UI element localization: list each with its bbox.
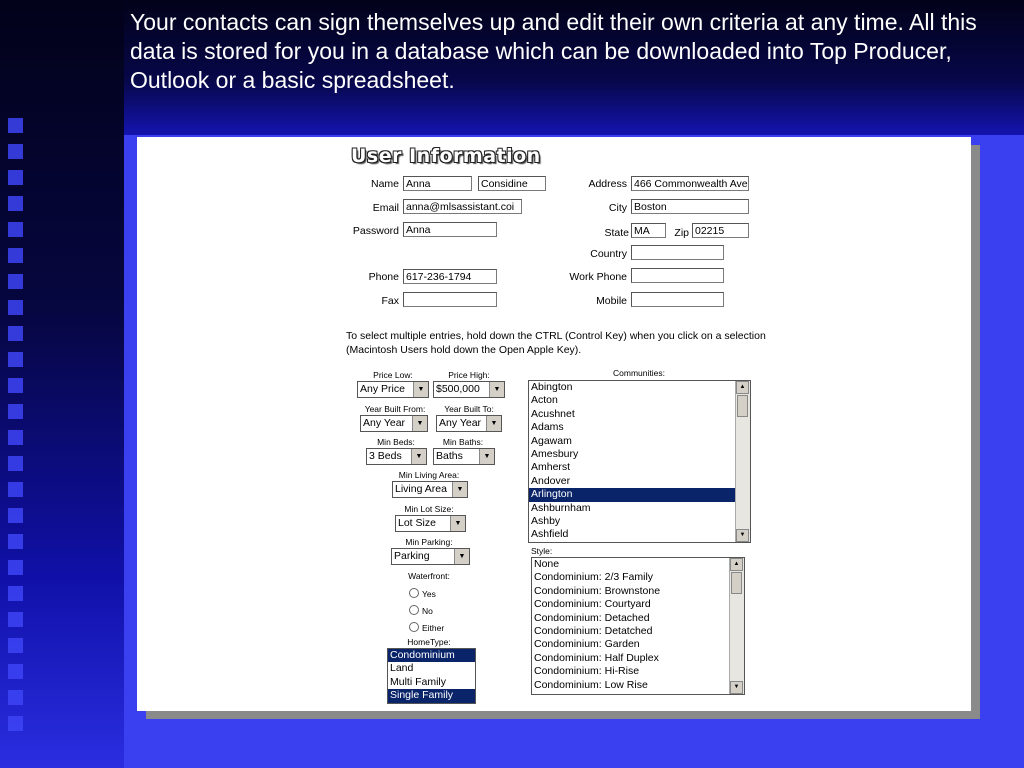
waterfront-no-radio[interactable]: No (409, 605, 433, 616)
list-item[interactable]: Andover (531, 474, 571, 487)
scroll-down-icon[interactable]: ▼ (730, 681, 743, 694)
list-item[interactable]: Ashburnham (531, 501, 591, 514)
chevron-down-icon: ▼ (411, 449, 426, 464)
waterfront-yes-radio[interactable]: Yes (409, 588, 436, 599)
email-label: Email (372, 202, 399, 214)
multi-select-note: To select multiple entries, hold down the CTRL (Control Key) when you click on a selection (Macintosh Users hold down the Open Apple Key). (346, 330, 766, 356)
chevron-down-icon: ▼ (479, 449, 494, 464)
work-phone-input[interactable] (631, 268, 724, 283)
hometype-label: HomeType: (407, 637, 451, 647)
scroll-up-icon[interactable]: ▲ (736, 381, 749, 394)
name-label: Name (370, 178, 399, 190)
chevron-down-icon: ▼ (486, 416, 501, 431)
lot-size-label: Min Lot Size: (404, 504, 454, 514)
list-item[interactable]: Condominium: Garden (534, 638, 640, 651)
list-item[interactable]: Agawam (531, 434, 572, 447)
mobile-input[interactable] (631, 292, 724, 307)
password-input[interactable]: Anna (403, 222, 497, 237)
style-label: Style: (531, 546, 553, 556)
year-to-label: Year Built To: (444, 404, 494, 414)
mobile-label: Mobile (596, 295, 627, 307)
living-area-select[interactable]: Living Area ▼ (392, 481, 468, 498)
hometype-listbox[interactable] (387, 648, 476, 704)
list-item[interactable]: Amesbury (531, 447, 579, 460)
min-beds-label: Min Beds: (377, 437, 415, 447)
chevron-down-icon: ▼ (452, 482, 467, 497)
list-item[interactable]: Ashfield (531, 528, 569, 541)
work-phone-label: Work Phone (569, 271, 627, 283)
list-item[interactable]: Land (390, 662, 414, 675)
phone-input[interactable]: 617-236-1794 (403, 269, 497, 284)
style-listbox[interactable] (531, 557, 745, 695)
fax-label: Fax (381, 295, 399, 307)
chevron-down-icon: ▼ (454, 549, 469, 564)
lot-size-select[interactable]: Lot Size ▼ (395, 515, 466, 532)
list-item[interactable]: None (534, 558, 560, 570)
price-high-label: Price High: (448, 370, 490, 380)
min-baths-label: Min Baths: (442, 437, 484, 447)
price-low-label: Price Low: (373, 370, 413, 380)
decorative-squares (8, 118, 30, 742)
list-item[interactable]: Condominium: Courtyard (534, 598, 651, 611)
form-title: User Information (351, 145, 541, 167)
scroll-up-icon[interactable]: ▲ (730, 558, 743, 571)
list-item[interactable]: Abington (531, 381, 573, 393)
chevron-down-icon: ▼ (412, 416, 427, 431)
chevron-down-icon: ▼ (450, 516, 465, 531)
parking-label: Min Parking: (405, 537, 453, 547)
communities-scrollbar[interactable] (735, 381, 750, 542)
email-input[interactable]: anna@mlsassistant.coi (403, 199, 522, 214)
communities-listbox[interactable] (528, 380, 751, 543)
list-item[interactable]: Single Family (388, 689, 475, 702)
parking-select[interactable]: Parking ▼ (391, 548, 470, 565)
city-input[interactable]: Boston (631, 199, 749, 214)
first-name-input[interactable]: Anna (403, 176, 472, 191)
chevron-down-icon: ▼ (413, 382, 428, 397)
list-item[interactable]: Arlington (529, 488, 735, 501)
scroll-thumb[interactable] (731, 572, 742, 594)
password-label: Password (352, 225, 399, 237)
list-item[interactable]: Multi Family (390, 675, 447, 688)
price-low-select[interactable]: Any Price ▼ (357, 381, 429, 398)
last-name-input[interactable]: Considine (478, 176, 546, 191)
communities-label: Communities: (613, 368, 665, 378)
year-from-select[interactable]: Any Year ▼ (360, 415, 428, 432)
min-baths-select[interactable]: Baths ▼ (433, 448, 495, 465)
zip-label: Zip (674, 227, 689, 239)
state-label: State (604, 227, 629, 239)
list-item[interactable]: Condominium: 2/3 Family (534, 571, 654, 584)
list-item[interactable]: Adams (531, 421, 564, 434)
zip-input[interactable]: 02215 (692, 223, 749, 238)
scroll-down-icon[interactable]: ▼ (736, 529, 749, 542)
list-item[interactable]: Condominium: Low Rise (534, 678, 648, 691)
list-item[interactable]: Condominium (388, 649, 475, 662)
list-item[interactable]: Acushnet (531, 407, 575, 420)
list-item[interactable]: Condominium: Hi-Rise (534, 665, 640, 678)
address-label: Address (588, 178, 627, 190)
country-input[interactable] (631, 245, 724, 260)
phone-label: Phone (368, 271, 399, 283)
slide-caption: Your contacts can sign themselves up and edit their own criteria at any time. All this data is stored for you in a database which can be downloaded into Top Producer, Outlook or a basic spreadsheet. (130, 9, 977, 93)
living-area-label: Min Living Area: (398, 470, 460, 480)
list-item[interactable]: Condominium: Brownstone (534, 584, 661, 597)
min-beds-select[interactable]: 3 Beds ▼ (366, 448, 427, 465)
fax-input[interactable] (403, 292, 497, 307)
price-high-select[interactable]: $500,000 ▼ (433, 381, 505, 398)
list-item[interactable]: Condominium: Detatched (534, 624, 653, 637)
year-from-label: Year Built From: (364, 404, 426, 414)
city-label: City (608, 202, 627, 214)
list-item[interactable]: Acton (531, 394, 558, 407)
scroll-thumb[interactable] (737, 395, 748, 417)
list-item[interactable]: Amherst (531, 461, 571, 474)
screenshot-panel (137, 137, 971, 711)
waterfront-label: Waterfront: (408, 571, 450, 581)
list-item[interactable]: Ashby (531, 514, 561, 527)
chevron-down-icon: ▼ (489, 382, 504, 397)
address-input[interactable]: 466 Commonwealth Ave (631, 176, 749, 191)
country-label: Country (590, 248, 627, 260)
year-to-select[interactable]: Any Year ▼ (436, 415, 502, 432)
style-scrollbar[interactable] (729, 558, 744, 694)
list-item[interactable]: Condominium: Half Duplex (534, 651, 659, 664)
waterfront-either-radio[interactable]: Either (409, 622, 444, 633)
list-item[interactable]: Condominium: Detached (534, 611, 650, 624)
state-input[interactable]: MA (631, 223, 666, 238)
